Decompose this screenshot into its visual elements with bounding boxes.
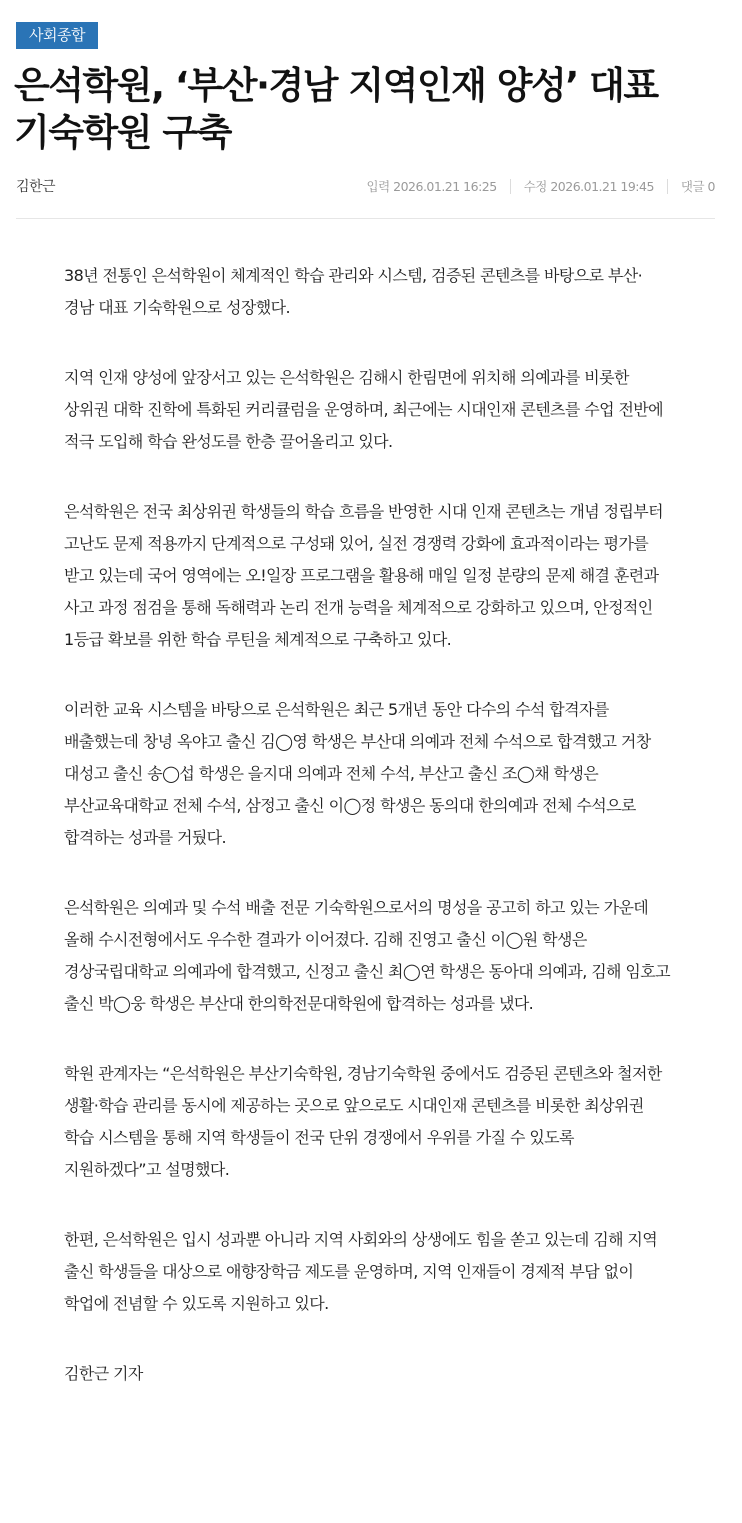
header-divider: [16, 218, 715, 219]
article-dates: [367, 177, 715, 195]
modified-date: 수정 2026.01.21 19:45: [523, 179, 654, 194]
author-name[interactable]: 김한근: [16, 179, 56, 195]
article-paragraph: 은석학원은 전국 최상위권 학생들의 학습 흐름을 반영한 시대 인재 콘텐츠는 개념 정립부터 고난도 문제 적용까지 단계적으로 구성돼 있어, 실전 경쟁력 강화에 효과적이라는 평가를 받고 있는데 국어 영역에는 오!일장 프로그램을 활용해 매일 일정 분량의 문제 해결 훈련과 사고 과정 점검을 통해 독해력과 논리 전개 능력을 체계적으로 강화하고 있으며, 안정적인 1등급 확보를 위한 학습 루틴을 체계적으로 구축하고 있다.: [64, 502, 664, 649]
article-paragraph: 이러한 교육 시스템을 바탕으로 은석학원은 최근 5개년 동안 다수의 수석 합격자를 배출했는데 창녕 옥야고 출신 김◯영 학생은 부산대 의예과 전체 수석으로 합격했고 거창 대성고 출신 송◯섭 학생은 을지대 의예과 전체 수석, 부산고 출신 조◯채 학생은 부산교육대학교 전체 수석, 삼정고 출신 이◯정 학생은 동의대 한의예과 전체 수석으로 합격하는 성과를 거뒀다.: [64, 700, 651, 847]
article-body: [64, 260, 671, 1428]
article-paragraph: 지역 인재 양성에 앞장서고 있는 은석학원은 김해시 한림면에 위치해 의예과를 비롯한 상위권 대학 진학에 특화된 커리큘럼을 운영하며, 최근에는 시대인재 콘텐츠를 수업 전반에 적극 도입해 학습 완성도를 한층 끌어올리고 있다.: [64, 368, 664, 451]
article-paragraph: 한편, 은석학원은 입시 성과뿐 아니라 지역 사회와의 상생에도 힘을 쏟고 있는데 김해 지역 출신 학생들을 대상으로 애향장학금 제도를 운영하며, 지역 인재들이 경제적 부담 없이 학업에 전념할 수 있도록 지원하고 있다.: [64, 1230, 658, 1313]
article-meta: [16, 174, 715, 198]
article-paragraph: 은석학원은 의예과 및 수석 배출 전문 기숙학원으로서의 명성을 공고히 하고 있는 가운데 올해 수시전형에서도 우수한 결과가 이어졌다. 김해 진영고 출신 이◯원 학생은 경상국립대학교 의예과에 합격했고, 신정고 출신 최◯연 학생은 동아대 의예과, 김해 임호고 출신 박◯웅 학생은 부산대 한의학전문대학원에 합격하는 성과를 냈다.: [64, 898, 670, 1013]
meta-separator: [667, 179, 668, 194]
article-paragraph: 38년 전통인 은석학원이 체계적인 학습 관리와 시스템, 검증된 콘텐츠를 바탕으로 부산·경남 대표 기숙학원으로 성장했다.: [64, 266, 643, 317]
reporter-signature: 김한근 기자: [64, 1364, 143, 1383]
article-headline: 은석학원, ‘부산·경남 지역인재 양성’ 대표 기숙학원 구축: [14, 64, 658, 154]
published-date: 입력 2026.01.21 16:25: [366, 179, 497, 194]
comment-count[interactable]: 댓글 0: [680, 179, 715, 194]
category-badge[interactable]: 사회종합: [16, 22, 98, 49]
meta-separator: [510, 179, 511, 194]
article-paragraph: 학원 관계자는 “은석학원은 부산기숙학원, 경남기숙학원 중에서도 검증된 콘텐츠와 철저한 생활·학습 관리를 동시에 제공하는 곳으로 앞으로도 시대인재 콘텐츠를 비롯한 최상위권 학습 시스템을 통해 지역 학생들이 전국 단위 경쟁에서 우위를 가질 수 있도록 지원하겠다”고 설명했다.: [64, 1064, 662, 1179]
